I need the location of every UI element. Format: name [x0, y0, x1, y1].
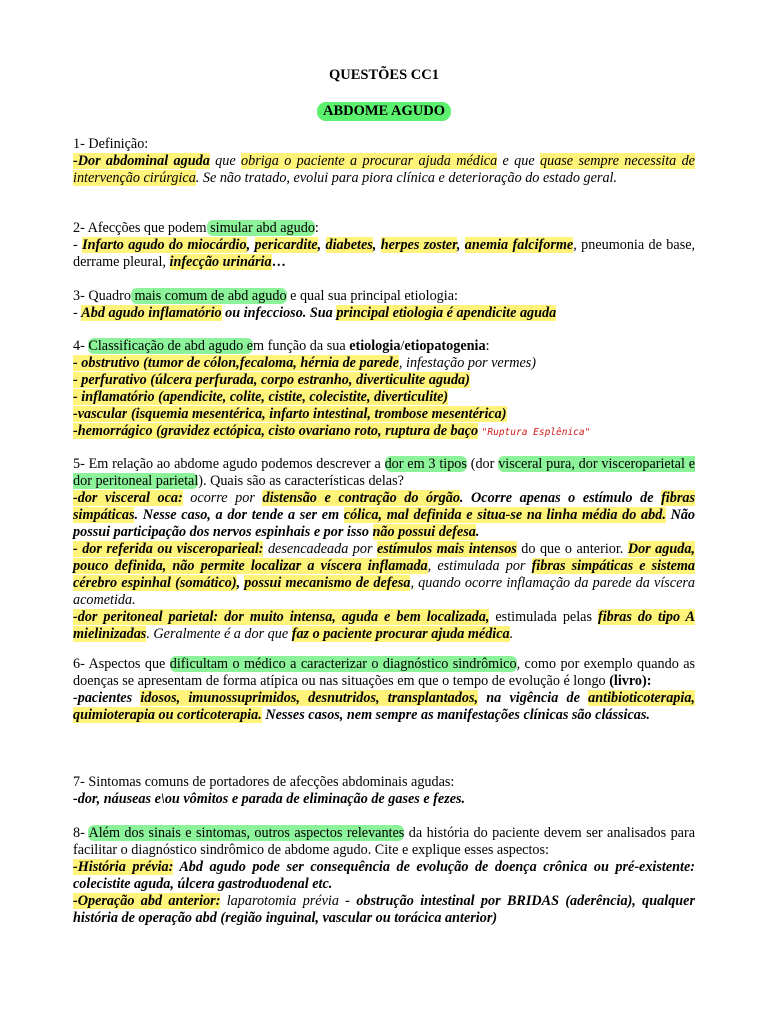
q1-answer: -Dor abdominal aguda que obriga o paciente a procurar ajuda médica e que quase sempre necessita de intervenção cirúrgica. Se não tratado, evolui para piora clínica e deterioração do estado geral.	[73, 153, 695, 186]
q4-item-obstrutivo: - obstrutivo (tumor de cólon,fecaloma, hérnia de parede, infestação por vermes)	[73, 355, 537, 371]
q8-operacao-anterior: -Operação abd anterior: laparotomia prévia - obstrução intestinal por BRIDAS (aderência), qualquer história de operação abd (região inguinal, vascular ou torácica anterior)	[73, 893, 695, 926]
q2-answer: - Infarto agudo do miocárdio, pericardite, diabetes, herpes zoster, anemia falciforme, pneumonia de base, derrame pleural, infecção urinária…	[73, 237, 696, 270]
question-1	[73, 136, 695, 187]
q2-heading: 2- Afecções que podem simular abd agudo:	[73, 220, 319, 236]
question-2	[73, 220, 695, 271]
question-4	[73, 338, 695, 441]
q8-historia-previa: -História prévia: Abd agudo pode ser consequência de evolução de doença crônica ou pré-existente: colecistite aguda, úlcera gastroduodenal etc.	[73, 859, 695, 892]
q3-answer: - Abd agudo inflamatório ou infeccioso. Sua principal etiologia é apendicite aguda	[73, 305, 557, 321]
q4-item-perfurativo: - perfurativo (úlcera perfurada, corpo estranho, diverticulite aguda)	[73, 372, 470, 388]
q4-item-inflamatorio: - inflamatório (apendicite, colite, cistite, colecistite, diverticulite)	[73, 389, 449, 405]
q6-answer: -pacientes idosos, imunossuprimidos, desnutridos, transplantados, na vigência de antibioticoterapia, quimioterapia ou corticoterapia. Nesses casos, nem sempre as manifestações clínicas são clássicas.	[73, 690, 695, 723]
q8-heading: 8- Além dos sinais e sintomas, outros aspectos relevantes da história do paciente devem ser analisados para facilitar o diagnóstico sindrômico de abdome agudo. Cite e explique esses aspectos:	[73, 825, 695, 858]
question-7	[73, 774, 695, 808]
document-title: QUESTÕES CC1	[329, 67, 439, 83]
question-3	[73, 288, 695, 322]
q7-heading: 7- Sintomas comuns de portadores de afecções abdominais agudas:	[73, 774, 455, 790]
q4-item-hemorragico: -hemorrágico (gravidez ectópica, cisto ovariano roto, ruptura de baço "Ruptura Esplênica"	[73, 423, 591, 439]
q5-visceral: -dor visceral oca: ocorre por distensão e contração do órgão. Ocorre apenas o estímulo de fibras simpáticas. Nesse caso, a dor tende a ser em cólica, mal definida e situa-se na linha média do abd. Não possui participação dos nervos espinhais e por isso não possui defesa.	[73, 490, 696, 540]
question-5	[73, 456, 695, 643]
q3-heading: 3- Quadro mais comum de abd agudo e qual sua principal etiologia:	[73, 288, 458, 304]
q5-peritoneal: -dor peritoneal parietal: dor muito intensa, aguda e bem localizada, estimulada pelas fibras do tipo A mielinizadas. Geralmente é a dor que faz o paciente procurar ajuda médica.	[73, 609, 695, 642]
q5-heading: 5- Em relação ao abdome agudo podemos descrever a dor em 3 tipos (dor visceral pura, dor visceroparietal e dor peritoneal parietal). Quais são as características delas?	[73, 456, 695, 489]
handwritten-note: "Ruptura Esplênica"	[481, 427, 591, 438]
subtitle-wrap	[0, 102, 768, 121]
q5-referida: - dor referida ou visceroparieal: desencadeada por estímulos mais intensos do que o anterior. Dor aguda, pouco definida, não permite localizar a víscera inflamada, estimulada por fibras simpáticas e sistema cérebro espinhal (somático), possui mecanismo de defesa, quando ocorre inflamação da parede da víscera acometida.	[73, 541, 696, 608]
document-subtitle: ABDOME AGUDO	[317, 102, 451, 121]
q4-item-vascular: -vascular (isquemia mesentérica, infarto intestinal, trombose mesentérica)	[73, 406, 507, 422]
q4-heading: 4- Classificação de abd agudo em função da sua etiologia/etiopatogenia:	[73, 338, 490, 354]
question-8	[73, 825, 695, 927]
q1-heading: 1- Definição:	[73, 136, 149, 152]
q7-answer: -dor, náuseas e\ou vômitos e parada de eliminação de gases e fezes.	[73, 791, 466, 807]
q6-heading: 6- Aspectos que dificultam o médico a caracterizar o diagnóstico sindrômico, como por exemplo quando as doenças se apresentam de forma atípica ou nas situações em que o tempo de evolução é longo (livro):	[73, 656, 696, 689]
question-6	[73, 656, 695, 724]
